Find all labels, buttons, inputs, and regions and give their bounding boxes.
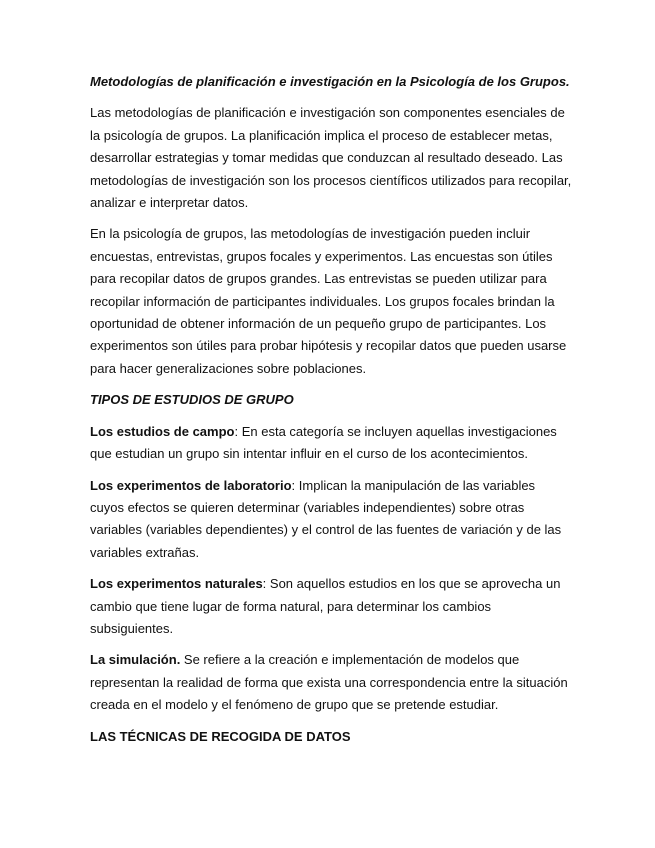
study-type-description: : Son aquellos estudios en los que se aprovecha un cambio que tiene lugar de forma natural, para determinar los cambios subsiguientes. xyxy=(90,576,561,636)
paragraph-methods: En la psicología de grupos, las metodologías de investigación pueden incluir encuestas, entrevistas, grupos focales y experimentos. Las encuestas son útiles para recopilar datos de grupos grandes. Las entrevistas se pueden utilizar para recopilar información de participantes individuales. Los grupos focales brindan la oportunidad de obtener información de un pequeño grupo de participantes. Los experimentos son útiles para probar hipótesis y recopilar datos que pueden usarse para hacer generalizaciones sobre poblaciones. xyxy=(90,226,567,376)
study-type-term: Los estudios de campo xyxy=(90,423,235,439)
document-page xyxy=(90,71,572,757)
study-type-term: Los experimentos de laboratorio xyxy=(90,477,292,493)
study-type-item xyxy=(90,649,572,716)
study-type-term: Los experimentos naturales xyxy=(90,576,263,592)
study-type-description: : Implican la manipulación de las variables cuyos efectos se quieren determinar (variables independientes) sobre otras variables (variables dependientes) y el control de las fuentes de variación y de las variables extrañas. xyxy=(90,477,562,560)
document-title: Metodologías de planificación e investigación en la Psicología de los Grupos. xyxy=(90,74,570,89)
study-type-item xyxy=(90,475,572,565)
study-type-description: Se refiere a la creación e implementación de modelos que representan la realidad de forma que exista una correspondencia entre la situación creada en el modelo y el fenómeno de grupo que se pretende estudiar. xyxy=(90,652,568,713)
study-type-item xyxy=(90,421,572,466)
section-heading-types: TIPOS DE ESTUDIOS DE GRUPO xyxy=(90,392,294,408)
study-type-term: La simulación. xyxy=(90,652,181,668)
study-type-item xyxy=(90,573,572,640)
paragraph-intro: Las metodologías de planificación e investigación son componentes esenciales de la psicología de grupos. La planificación implica el proceso de establecer metas, desarrollar estrategias y tomar medidas que conduzcan al resultado deseado. Las metodologías de investigación son los procesos científicos utilizados para recopilar, analizar e interpretar datos. xyxy=(90,105,572,211)
study-type-description: : En esta categoría se incluyen aquellas investigaciones que estudian un grupo sin intentar influir en el curso de los acontecimientos. xyxy=(90,423,557,462)
section-heading-techniques: LAS TÉCNICAS DE RECOGIDA DE DATOS xyxy=(90,728,351,744)
